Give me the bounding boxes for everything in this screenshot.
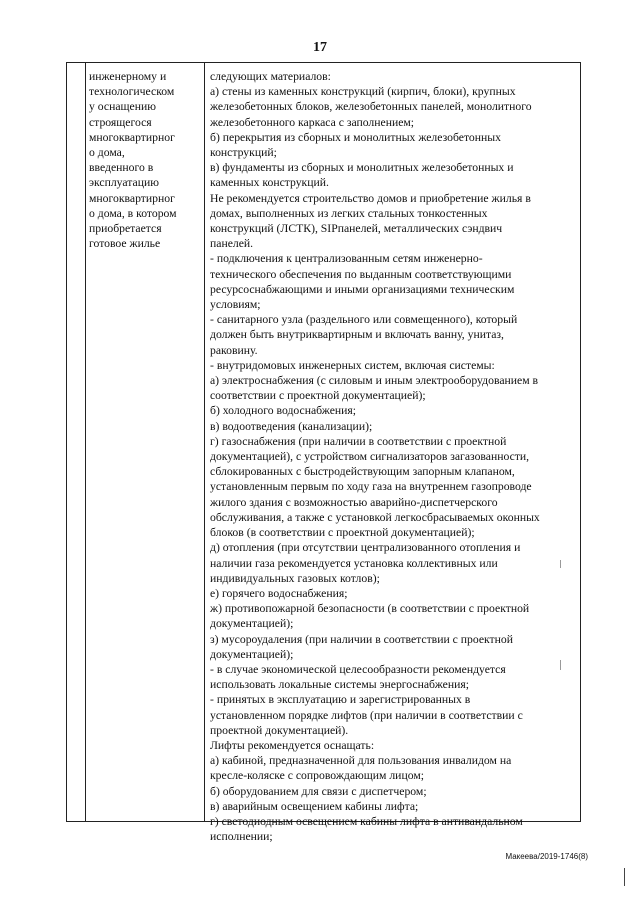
text-line: должен быть внутриквартирным и включать ванну, унитаз, [210, 328, 504, 342]
text-line: ресурсоснабжающими и иными организациями техническим [210, 282, 515, 296]
text-line: каменных конструкций. [210, 176, 329, 190]
text-line: г) светодиодным освещением кабины лифта в антивандальном [210, 814, 523, 828]
text-line: исполнении; [210, 830, 273, 844]
text-line: ж) противопожарной безопасности (в соответствии с проектной [210, 602, 530, 616]
column-divider [85, 63, 86, 821]
text-line: соответствии с проектной документацией); [210, 389, 426, 403]
scan-mark [560, 660, 561, 670]
text-line: железобетонного каркаса с заполнением; [210, 115, 415, 129]
text-line: в) фундаменты из сборных и монолитных железобетонных и [210, 161, 514, 175]
page-number: 17 [313, 40, 327, 55]
table-cell-requirements [210, 69, 578, 844]
text-line: жилого здания с возможностью аварийно-диспетчерского [210, 495, 498, 509]
text-line: а) стены из каменных конструкций (кирпич, блоки), крупных [210, 85, 516, 99]
column-divider [204, 63, 205, 821]
text-line: б) оборудованием для связи с диспетчером; [210, 784, 427, 798]
text-line: панелей. [210, 237, 254, 251]
text-line: г) газоснабжения (при наличии в соответствии с проектной [210, 434, 507, 448]
text-line: технического обеспечения по выданным соответствующими [210, 267, 512, 281]
text-line: домах, выполненных из легких стальных тонкостенных [210, 206, 488, 220]
text-line: следующих материалов: [210, 70, 331, 83]
text-line: индивидуальных газовых котлов); [210, 571, 380, 585]
text-line: документацией); [210, 617, 294, 631]
text-line: кресле-коляске с сопровождающим лицом; [210, 769, 424, 783]
text-line: раковину. [210, 343, 258, 357]
text-line: б) холодного водоснабжения; [210, 404, 357, 418]
text-line: использовать локальные системы энергоснабжения; [210, 678, 469, 692]
text-line: а) кабиной, предназначенной для пользования инвалидом на [210, 754, 512, 768]
text-line: - внутридомовых инженерных систем, включая системы: [210, 358, 495, 372]
text-line: Не рекомендуется строительство домов и приобретение жилья в [210, 191, 531, 205]
text-line: в) аварийным освещением кабины лифта; [210, 799, 419, 813]
scan-mark [624, 868, 625, 886]
text-line: д) отопления (при отсутствии централизованного отопления и [210, 541, 521, 555]
text-line: обслуживания, а также с установкой легкосбрасываемых оконных [210, 510, 540, 524]
text-line: документацией), с устройством сигнализаторов загазованности, [210, 450, 530, 464]
text-line: б) перекрытия из сборных и монолитных железобетонных [210, 130, 501, 144]
text-line: конструкций (ЛСТК), SIPпанелей, металлических сэндвич [210, 222, 503, 236]
text-line: документацией); [210, 647, 294, 661]
text-line: проектной документацией). [210, 723, 349, 737]
text-line: установленном порядке лифтов (при наличии в соответствии с [210, 708, 523, 722]
text-line: з) мусороудаления (при наличии в соответствии с проектной [210, 632, 513, 646]
text-line: железобетонных блоков, железобетонных панелей, монолитного [210, 100, 532, 114]
document-code: Макеева/2019-1746(8) [505, 852, 588, 861]
table-cell-subject: инженерному и технологическом у оснащению строящегося многоквартирног о дома, введенного в эксплуатацию многоквартирног о дома, в котором приобретается готовое жилье [89, 70, 177, 251]
scan-mark [560, 560, 561, 568]
text-line: в) водоотведения (канализации); [210, 419, 373, 433]
text-line: блоков (в соответствии с проектной документацией); [210, 526, 475, 540]
text-line: Лифты рекомендуется оснащать: [210, 738, 375, 752]
text-line: - санитарного узла (раздельного или совмещенного), который [210, 313, 518, 327]
text-line: установленным первым по ходу газа на внутреннем газопроводе [210, 480, 532, 494]
text-line: наличии газа рекомендуется установка коллективных или [210, 556, 498, 570]
text-line: конструкций; [210, 146, 277, 160]
text-line: - в случае экономической целесообразности рекомендуется [210, 662, 506, 676]
text-line: - принятых в эксплуатацию и зарегистрированных в [210, 693, 471, 707]
text-line: условиям; [210, 298, 261, 312]
requirements-table [66, 62, 581, 844]
text-line: а) электроснабжения (с силовым и иным электрооборудованием в [210, 374, 539, 388]
text-line: е) горячего водоснабжения; [210, 586, 348, 600]
text-line: - подключения к централизованным сетям инженерно- [210, 252, 483, 266]
text-line: сблокированных с быстродействующим запорным клапаном, [210, 465, 515, 479]
